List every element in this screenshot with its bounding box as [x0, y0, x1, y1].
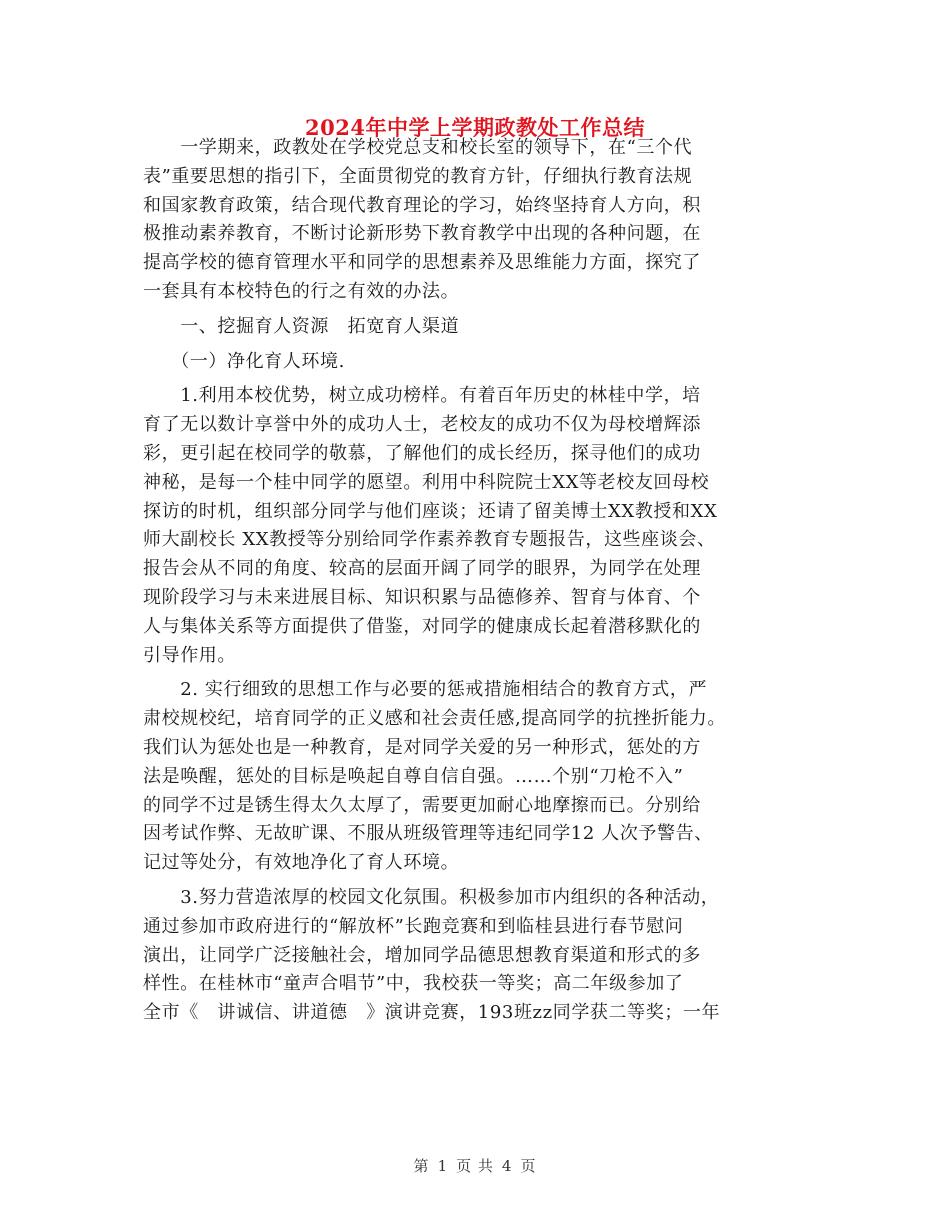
paragraph-line: 一套具有本校特色的行之有效的办法。 [143, 280, 460, 302]
document-title: 2024年中学上学期政教处工作总结 [305, 115, 645, 140]
footer-prefix: 第 [413, 1157, 430, 1175]
paragraph-line: 人与集体关系等方面提供了借鉴，对同学的健康成长起着潜移默化的 [143, 615, 701, 637]
paragraph-line: 2. 实行细致的思想工作与必要的惩戒措施相结合的教育方式，严 [143, 679, 708, 701]
paragraph-line: 和国家教育政策，结合现代教育理论的学习，始终坚持育人方向，积 [143, 194, 701, 216]
subsection-heading: （一）净化育人环境. [143, 350, 345, 372]
paragraph-line: 育了无以数计享誉中外的成功人士，老校友的成功不仅为母校增辉添 [143, 414, 701, 436]
paragraph-line: 3.努力营造浓厚的校园文化氛围。积极参加市内组织的各种活动， [143, 886, 720, 908]
footer-current-page: 1 [437, 1157, 449, 1175]
paragraph-line: 提高学校的德育管理水平和同学的思想素养及思维能力方面，探究了 [143, 252, 701, 274]
document-body [143, 134, 813, 1028]
paragraph-line: 引导作用。 [143, 644, 236, 666]
paragraph-line: 报告会从不同的角度、较高的层面开阔了同学的眼界，为同学在处理 [143, 558, 701, 580]
paragraph-line: 彩，更引起在校同学的敬慕，了解他们的成长经历，探寻他们的成功 [143, 442, 701, 464]
paragraph-line: 样性。在桂林市“童声合唱节”中，我校获一等奖；高二年级参加了 [143, 973, 684, 995]
paragraph-line: 神秘，是每一个桂中同学的愿望。利用中科院院士XX等老校友回母校 [143, 471, 710, 493]
paragraph-line: 一学期来，政教处在学校党总支和校长室的领导下，在“三个代 [143, 137, 693, 158]
paragraph-line: 法是唤醒，惩处的目标是唤起自尊自信自强。……个别“刀枪不入” [143, 765, 684, 787]
paragraph-line: 1.利用本校优势，树立成功榜样。有着百年历史的林桂中学，培 [143, 385, 701, 407]
paragraph-line: 记过等处分，有效地净化了育人环境。 [143, 852, 460, 874]
paragraph-line: 现阶段学习与未来进展目标、知识积累与品德修养、智育与体育、个 [143, 586, 701, 608]
paragraph-line: 的同学不过是锈生得太久太厚了，需要更加耐心地摩擦而已。分别给 [143, 794, 701, 816]
footer-suffix: 页 [520, 1157, 537, 1175]
paragraph-line: 演出，让同学广泛接触社会，增加同学品德思想教育渠道和形式的多 [143, 944, 701, 966]
paragraph-line: 通过参加市政府进行的“解放杯”长跑竞赛和到临桂县进行春节慰问 [143, 915, 684, 937]
paragraph-line: 师大副校长 XX教授等分别给同学作素养教育专题报告，这些座谈会、 [143, 529, 716, 551]
footer-total-pages: 4 [501, 1157, 513, 1175]
paragraph-line: 探访的时机，组织部分同学与他们座谈；还请了留美博士XX教授和XX [143, 500, 718, 522]
paragraph-line: 因考试作弊、无故旷课、不服从班级管理等违纪同学12 人次予警告、 [143, 823, 713, 845]
paragraph-line: 极推动素养教育，不断讨论新形势下教育教学中出现的各种问题，在 [143, 223, 701, 245]
paragraph-line: 表”重要思想的指引下，全面贯彻党的教育方针，仔细执行教育法规 [143, 165, 693, 187]
paragraph-line: 肃校规校纪，培育同学的正义感和社会责任感,提高同学的抗挫折能力。 [143, 708, 726, 730]
paragraph-line: 全市《 讲诚信、讲道德 》演讲竞赛，193班zz同学获二等奖；一年 [143, 1002, 721, 1024]
footer-middle: 页 共 [456, 1157, 494, 1175]
page-footer [0, 1155, 950, 1176]
section-heading: 一、挖掘育人资源 拓宽育人渠道 [143, 315, 460, 337]
paragraph-line: 我们认为惩处也是一种教育，是对同学关爱的另一种形式，惩处的方 [143, 736, 701, 758]
